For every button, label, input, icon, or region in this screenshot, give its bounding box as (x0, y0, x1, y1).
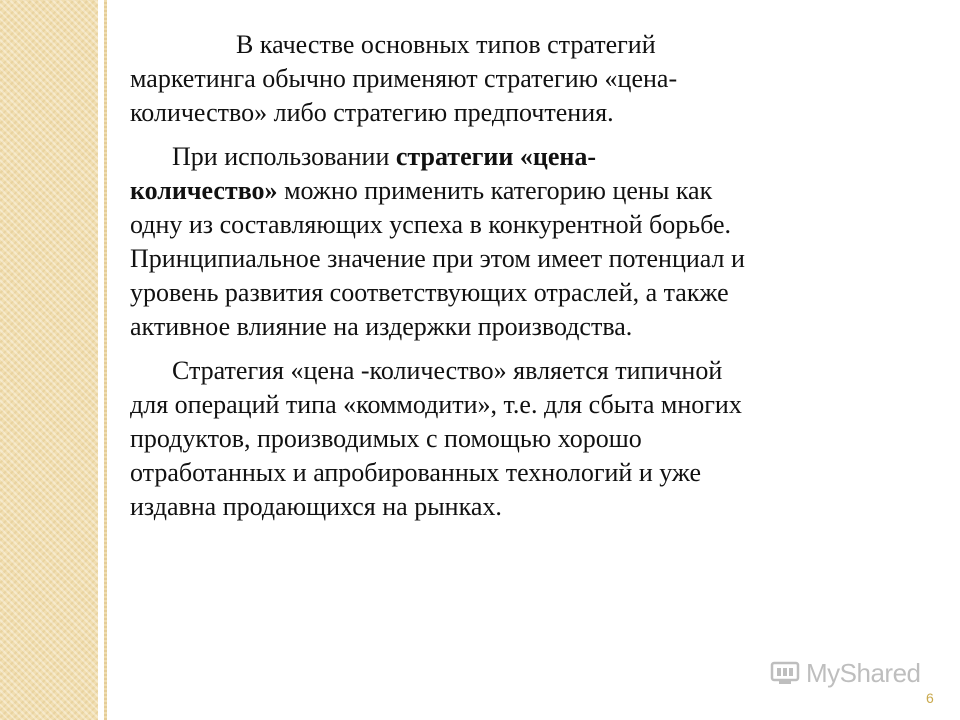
text-line: Принципиальное значение при этом имеет потенциал и (130, 244, 745, 273)
paragraph-2 (130, 140, 900, 344)
decorative-side-rule (104, 0, 107, 720)
text-line: активное влияние на издержки производства. (130, 312, 633, 341)
bold-term: стратегии «цена- (395, 142, 597, 171)
text-line: для операций типа «коммодити», т.е. для сбыта многих (130, 390, 742, 419)
text-line: В качестве основных типов стратегий (236, 30, 656, 59)
text-line: маркетинга обычно применяют стратегию «цена- (130, 64, 678, 93)
text-line: продуктов, производимых с помощью хорошо (130, 424, 642, 453)
decorative-side-strip (0, 0, 98, 720)
text-line: Стратегия «цена -количество» является типичной (172, 356, 723, 385)
text-segment: можно применить категорию цены как (277, 176, 713, 205)
text-line: количество» либо стратегию предпочтения. (130, 98, 614, 127)
myshared-logo-icon (770, 660, 800, 686)
text-line: уровень развития соответствующих отраслей, а также (130, 278, 729, 307)
text-line: издавна продающихся на рынках. (130, 492, 502, 521)
text-segment: При использовании (172, 142, 396, 171)
slide-body (130, 28, 900, 534)
text-line: одну из составляющих успеха в конкурентной борьбе. (130, 210, 732, 239)
watermark-text: MyShared (806, 657, 921, 688)
text-line: отработанных и апробированных технологий и уже (130, 458, 702, 487)
page-number: 6 (926, 690, 934, 706)
myshared-watermark (770, 656, 921, 690)
text-line (130, 140, 900, 174)
paragraph-3 (130, 354, 900, 524)
text-line (130, 174, 900, 208)
paragraph-1 (130, 28, 900, 130)
bold-term: количество» (130, 176, 278, 205)
